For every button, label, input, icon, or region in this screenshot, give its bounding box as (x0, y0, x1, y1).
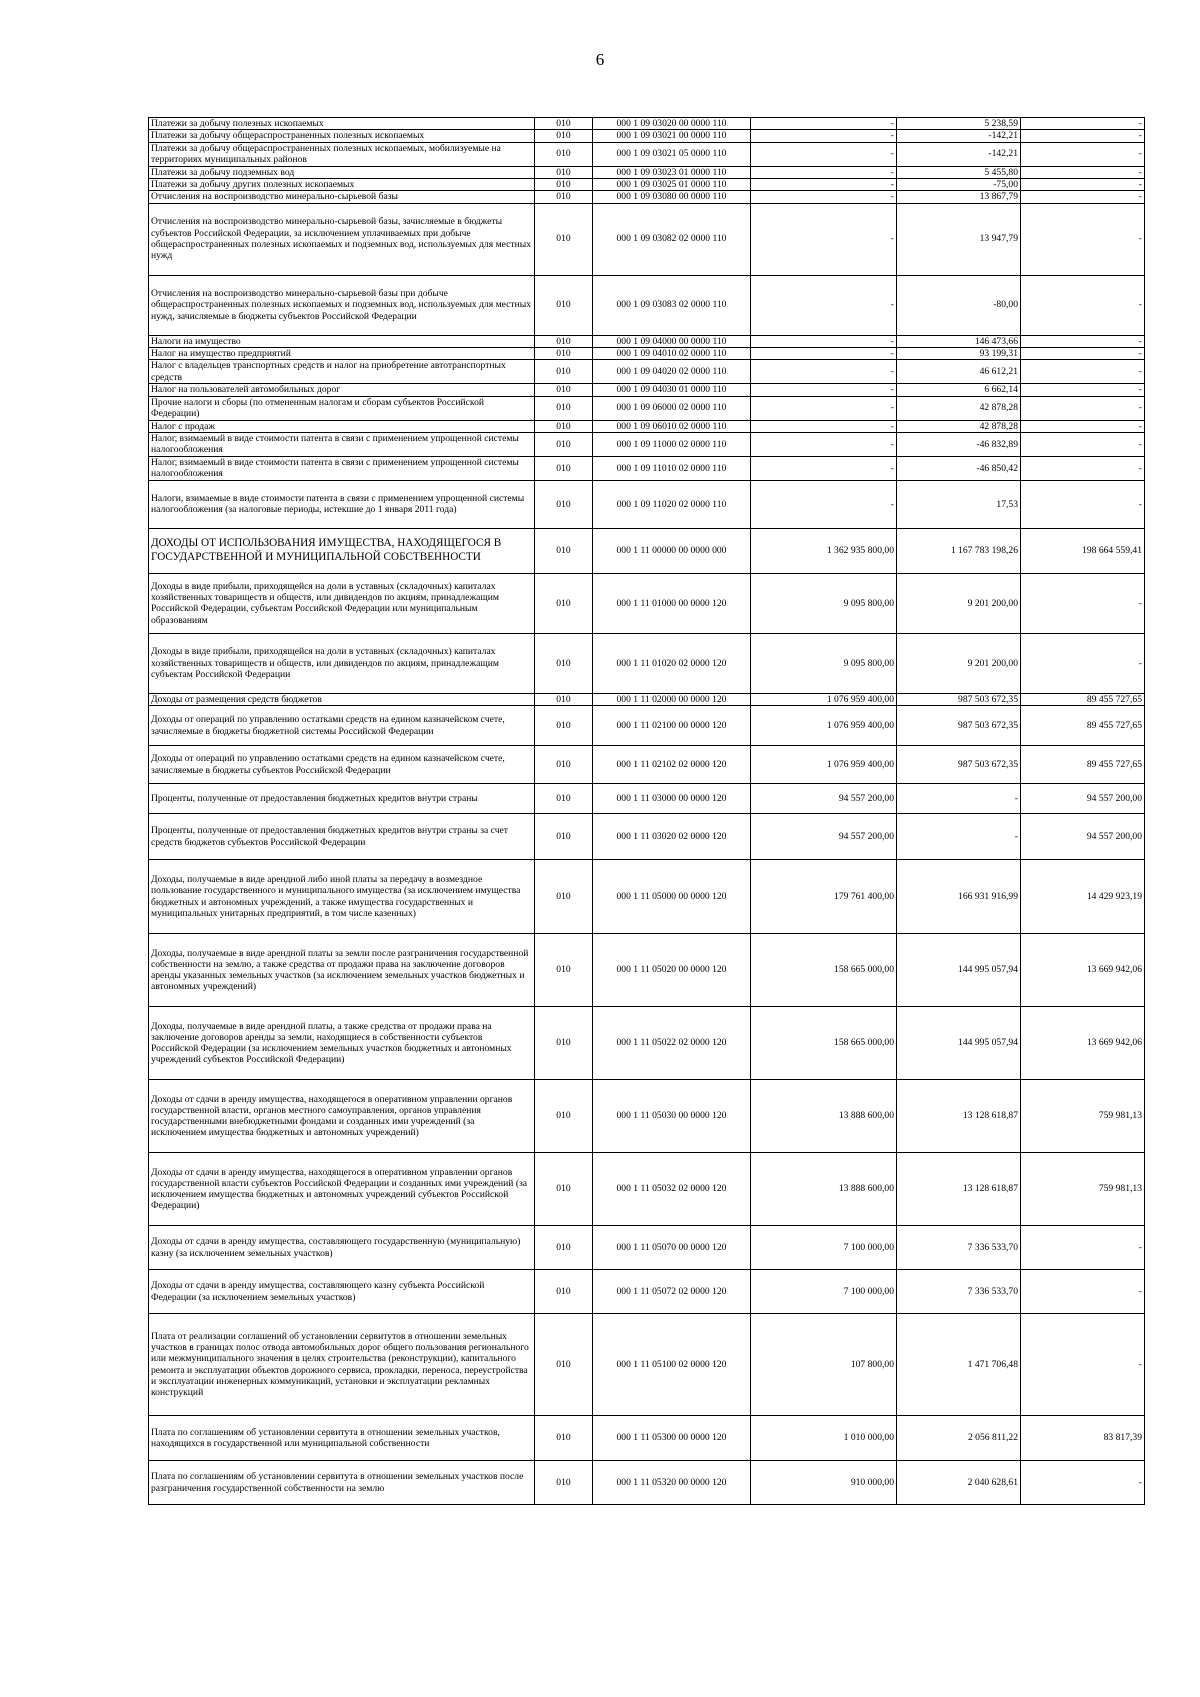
row-executed-amount: 1 167 783 198,26 (897, 528, 1021, 573)
row-budget-classification-code: 000 1 11 05020 00 0000 120 (593, 934, 751, 1007)
row-name: Доходы от операций по управлению остатками средств на едином казначейском счете, зачисляемые в бюджеты субъектов Российской Федерации (149, 746, 535, 784)
row-approved-amount: - (751, 130, 897, 142)
row-approved-amount: - (751, 432, 897, 456)
table-row (149, 203, 1145, 275)
table-row (149, 118, 1145, 130)
table-row (149, 573, 1145, 633)
row-unexecuted-amount: 94 557 200,00 (1021, 814, 1145, 860)
row-budget-classification-code: 000 1 09 03021 05 0000 110 (593, 142, 751, 166)
row-executed-amount: 166 931 916,99 (897, 860, 1021, 934)
row-executed-amount: 7 336 533,70 (897, 1270, 1021, 1314)
row-executed-amount: 5 455,80 (897, 166, 1021, 178)
table-row (149, 335, 1145, 347)
row-unexecuted-amount: - (1021, 203, 1145, 275)
row-budget-classification-code: 000 1 11 05100 02 0000 120 (593, 1314, 751, 1416)
row-line-code: 010 (535, 814, 593, 860)
row-executed-amount: 17,53 (897, 480, 1021, 528)
row-approved-amount: - (751, 456, 897, 480)
row-approved-amount: 1 076 959 400,00 (751, 706, 897, 746)
row-unexecuted-amount: - (1021, 1270, 1145, 1314)
row-name: Плата от реализации соглашений об установлении сервитутов в отношении земельных участков в границах полос отвода автомобильных дорог общего пользования регионального или межмуниципального значения в целях строительства (реконструкции), капитального ремонта и эксплуатации объектов дорожного сервиса, прокладки, переноса, переустройства и эксплуатации инженерных коммуникаций, установки и эксплуатации рекламных конструкций (149, 1314, 535, 1416)
row-approved-amount: 1 362 935 800,00 (751, 528, 897, 573)
table-row (149, 1416, 1145, 1461)
table-row (149, 746, 1145, 784)
row-name: Плата по соглашениям об установлении сервитута в отношении земельных участков, находящихся в государственной или муниципальной собственности (149, 1416, 535, 1461)
row-approved-amount: - (751, 480, 897, 528)
row-executed-amount: -75,00 (897, 178, 1021, 190)
row-executed-amount: -80,00 (897, 275, 1021, 335)
table-row (149, 1270, 1145, 1314)
row-unexecuted-amount: 83 817,39 (1021, 1416, 1145, 1461)
row-line-code: 010 (535, 130, 593, 142)
table-row (149, 528, 1145, 573)
row-executed-amount: -46 832,89 (897, 432, 1021, 456)
row-approved-amount: 9 095 800,00 (751, 633, 897, 693)
row-budget-classification-code: 000 1 11 03020 02 0000 120 (593, 814, 751, 860)
row-approved-amount: 7 100 000,00 (751, 1270, 897, 1314)
row-name: Платежи за добычу общераспространенных полезных ископаемых, мобилизуемые на территориях муниципальных районов (149, 142, 535, 166)
row-name: Налог с продаж (149, 420, 535, 432)
row-budget-classification-code: 000 1 09 11010 02 0000 110 (593, 456, 751, 480)
row-executed-amount: 5 238,59 (897, 118, 1021, 130)
row-line-code: 010 (535, 191, 593, 203)
row-unexecuted-amount: 198 664 559,41 (1021, 528, 1145, 573)
row-line-code: 010 (535, 528, 593, 573)
row-unexecuted-amount: - (1021, 456, 1145, 480)
row-name: Доходы в виде прибыли, приходящейся на доли в уставных (складочных) капиталах хозяйственных товариществ и обществ, или дивидендов по акциям, принадлежащим Российской Федерации, субъектам Российской Федерации или муниципальным образованиям (149, 573, 535, 633)
row-name: Налог на имущество предприятий (149, 347, 535, 359)
row-executed-amount: 46 612,21 (897, 360, 1021, 384)
table-row (149, 275, 1145, 335)
table-row (149, 347, 1145, 359)
row-line-code: 010 (535, 456, 593, 480)
table-row (149, 934, 1145, 1007)
row-name: Отчисления на воспроизводство минерально-сырьевой базы (149, 191, 535, 203)
row-unexecuted-amount: 13 669 942,06 (1021, 1007, 1145, 1080)
row-unexecuted-amount: - (1021, 166, 1145, 178)
row-executed-amount: 2 040 628,61 (897, 1461, 1021, 1505)
row-executed-amount: 42 878,28 (897, 396, 1021, 420)
row-name: Налог на пользователей автомобильных дорог (149, 384, 535, 396)
row-line-code: 010 (535, 166, 593, 178)
row-approved-amount: 158 665 000,00 (751, 934, 897, 1007)
table-row (149, 360, 1145, 384)
row-executed-amount: 13 867,79 (897, 191, 1021, 203)
row-unexecuted-amount: - (1021, 142, 1145, 166)
row-line-code: 010 (535, 706, 593, 746)
row-executed-amount: - (897, 784, 1021, 814)
row-budget-classification-code: 000 1 11 03000 00 0000 120 (593, 784, 751, 814)
row-budget-classification-code: 000 1 09 03083 02 0000 110 (593, 275, 751, 335)
table-row (149, 384, 1145, 396)
table-row (149, 1007, 1145, 1080)
row-budget-classification-code: 000 1 09 06010 02 0000 110 (593, 420, 751, 432)
row-executed-amount: 987 503 672,35 (897, 746, 1021, 784)
row-executed-amount: 144 995 057,94 (897, 1007, 1021, 1080)
table-body (149, 118, 1145, 1505)
row-name: Доходы, получаемые в виде арендной платы, а также средства от продажи права на заключение договоров аренды за земли, находящиеся в собственности субъектов Российской Федерации (за исключением земельных участков бюджетных и автономных учреждений субъектов Российской Федерации) (149, 1007, 535, 1080)
row-budget-classification-code: 000 1 11 02000 00 0000 120 (593, 693, 751, 705)
row-unexecuted-amount: 759 981,13 (1021, 1080, 1145, 1153)
row-name: Платежи за добычу общераспространенных полезных ископаемых (149, 130, 535, 142)
row-unexecuted-amount: 759 981,13 (1021, 1153, 1145, 1226)
row-line-code: 010 (535, 118, 593, 130)
row-name: ДОХОДЫ ОТ ИСПОЛЬЗОВАНИЯ ИМУЩЕСТВА, НАХОДЯЩЕГОСЯ В ГОСУДАРСТВЕННОЙ И МУНИЦИПАЛЬНОЙ СОБСТВЕННОСТИ (149, 528, 535, 573)
row-budget-classification-code: 000 1 09 03020 00 0000 110 (593, 118, 751, 130)
row-budget-classification-code: 000 1 09 03080 00 0000 110 (593, 191, 751, 203)
row-budget-classification-code: 000 1 11 05300 00 0000 120 (593, 1416, 751, 1461)
row-unexecuted-amount: - (1021, 396, 1145, 420)
table-row (149, 432, 1145, 456)
row-approved-amount: 1 076 959 400,00 (751, 746, 897, 784)
row-name: Доходы от сдачи в аренду имущества, составляющего государственную (муниципальную) казну (за исключением земельных участков) (149, 1226, 535, 1270)
row-budget-classification-code: 000 1 11 05000 00 0000 120 (593, 860, 751, 934)
row-line-code: 010 (535, 1461, 593, 1505)
row-line-code: 010 (535, 335, 593, 347)
row-approved-amount: - (751, 347, 897, 359)
row-budget-classification-code: 000 1 09 11020 02 0000 110 (593, 480, 751, 528)
row-approved-amount: 107 800,00 (751, 1314, 897, 1416)
row-unexecuted-amount: - (1021, 633, 1145, 693)
row-line-code: 010 (535, 784, 593, 814)
row-name: Проценты, полученные от предоставления бюджетных кредитов внутри страны за счет средств бюджетов субъектов Российской Федерации (149, 814, 535, 860)
row-executed-amount: -142,21 (897, 142, 1021, 166)
row-approved-amount: 1 010 000,00 (751, 1416, 897, 1461)
table-row (149, 1153, 1145, 1226)
row-unexecuted-amount: 94 557 200,00 (1021, 784, 1145, 814)
row-budget-classification-code: 000 1 09 03082 02 0000 110 (593, 203, 751, 275)
row-budget-classification-code: 000 1 09 04010 02 0000 110 (593, 347, 751, 359)
row-approved-amount: - (751, 191, 897, 203)
row-budget-classification-code: 000 1 11 05320 00 0000 120 (593, 1461, 751, 1505)
row-line-code: 010 (535, 573, 593, 633)
row-unexecuted-amount: - (1021, 178, 1145, 190)
row-approved-amount: 158 665 000,00 (751, 1007, 897, 1080)
row-unexecuted-amount: - (1021, 360, 1145, 384)
row-line-code: 010 (535, 480, 593, 528)
row-approved-amount: 1 076 959 400,00 (751, 693, 897, 705)
row-unexecuted-amount: - (1021, 191, 1145, 203)
row-unexecuted-amount: 14 429 923,19 (1021, 860, 1145, 934)
row-executed-amount: 93 199,31 (897, 347, 1021, 359)
row-executed-amount: 144 995 057,94 (897, 934, 1021, 1007)
row-name: Доходы от размещения средств бюджетов (149, 693, 535, 705)
row-budget-classification-code: 000 1 09 03023 01 0000 110 (593, 166, 751, 178)
row-name: Налоги, взимаемые в виде стоимости патента в связи с применением упрощенной системы налогообложения (за налоговые периоды, истекшие до 1 января 2011 года) (149, 480, 535, 528)
row-executed-amount: -142,21 (897, 130, 1021, 142)
row-name: Налог, взимаемый в виде стоимости патента в связи с применением упрощенной системы налогообложения (149, 456, 535, 480)
row-approved-amount: 13 888 600,00 (751, 1153, 897, 1226)
row-executed-amount: 6 662,14 (897, 384, 1021, 396)
row-line-code: 010 (535, 1153, 593, 1226)
row-budget-classification-code: 000 1 11 05072 02 0000 120 (593, 1270, 751, 1314)
table-row (149, 178, 1145, 190)
row-unexecuted-amount: - (1021, 573, 1145, 633)
table-row (149, 142, 1145, 166)
row-name: Доходы, получаемые в виде арендной либо иной платы за передачу в возмездное пользование государственного и муниципального имущества (за исключением имущества бюджетных и автономных учреждений, а также имущества государственных и муниципальных унитарных предприятий, в том числе казенных) (149, 860, 535, 934)
row-unexecuted-amount: - (1021, 118, 1145, 130)
row-executed-amount: 13 128 618,87 (897, 1080, 1021, 1153)
table-row (149, 191, 1145, 203)
row-unexecuted-amount: 89 455 727,65 (1021, 706, 1145, 746)
row-line-code: 010 (535, 633, 593, 693)
row-budget-classification-code: 000 1 11 02102 02 0000 120 (593, 746, 751, 784)
row-budget-classification-code: 000 1 11 01020 02 0000 120 (593, 633, 751, 693)
row-approved-amount: 94 557 200,00 (751, 814, 897, 860)
row-unexecuted-amount: - (1021, 130, 1145, 142)
row-line-code: 010 (535, 347, 593, 359)
table-row (149, 1226, 1145, 1270)
row-name: Налог, взимаемый в виде стоимости патента в связи с применением упрощенной системы налогообложения (149, 432, 535, 456)
row-name: Доходы от сдачи в аренду имущества, находящегося в оперативном управлении органов государственной власти, органов местного самоуправления, органов управления государственными внебюджетными фондами и созданных ими учреждений (за исключением имущества бюджетных и автономных учреждений) (149, 1080, 535, 1153)
budget-revenue-table (148, 117, 1145, 1505)
page-number: 6 (595, 50, 605, 69)
row-budget-classification-code: 000 1 11 02100 00 0000 120 (593, 706, 751, 746)
table-row (149, 860, 1145, 934)
row-line-code: 010 (535, 934, 593, 1007)
row-line-code: 010 (535, 142, 593, 166)
row-approved-amount: - (751, 178, 897, 190)
row-budget-classification-code: 000 1 09 11000 02 0000 110 (593, 432, 751, 456)
row-approved-amount: - (751, 335, 897, 347)
row-line-code: 010 (535, 1416, 593, 1461)
row-name: Отчисления на воспроизводство минерально-сырьевой базы при добыче общераспространенных полезных ископаемых и подземных вод, используемых для местных нужд, зачисляемые в бюджеты субъектов Российской Федерации (149, 275, 535, 335)
row-executed-amount: 987 503 672,35 (897, 693, 1021, 705)
row-line-code: 010 (535, 1080, 593, 1153)
row-budget-classification-code: 000 1 09 03025 01 0000 110 (593, 178, 751, 190)
row-approved-amount: - (751, 420, 897, 432)
table-row (149, 693, 1145, 705)
row-unexecuted-amount: 89 455 727,65 (1021, 693, 1145, 705)
row-executed-amount: - (897, 814, 1021, 860)
row-budget-classification-code: 000 1 11 05032 02 0000 120 (593, 1153, 751, 1226)
row-name: Прочие налоги и сборы (по отмененным налогам и сборам субъектов Российской Федерации) (149, 396, 535, 420)
row-line-code: 010 (535, 1226, 593, 1270)
row-unexecuted-amount: - (1021, 347, 1145, 359)
row-line-code: 010 (535, 693, 593, 705)
row-name: Доходы от сдачи в аренду имущества, находящегося в оперативном управлении органов государственной власти субъектов Российской Федерации и созданных ими учреждений (за исключением имущества бюджетных и автономных учреждений субъектов Российской Федерации) (149, 1153, 535, 1226)
row-budget-classification-code: 000 1 11 00000 00 0000 000 (593, 528, 751, 573)
table-row (149, 1461, 1145, 1505)
table-row (149, 1314, 1145, 1416)
table-row (149, 420, 1145, 432)
row-approved-amount: 179 761 400,00 (751, 860, 897, 934)
row-name: Платежи за добычу полезных ископаемых (149, 118, 535, 130)
row-name: Отчисления на воспроизводство минерально-сырьевой базы, зачисляемые в бюджеты субъектов Российской Федерации, за исключением уплачиваемых при добыче общераспространенных полезных ископаемых и подземных вод, используемых для местных нужд (149, 203, 535, 275)
row-name: Платежи за добычу других полезных ископаемых (149, 178, 535, 190)
row-unexecuted-amount: - (1021, 1461, 1145, 1505)
row-unexecuted-amount: - (1021, 275, 1145, 335)
row-line-code: 010 (535, 396, 593, 420)
row-line-code: 010 (535, 420, 593, 432)
row-name: Доходы в виде прибыли, приходящейся на доли в уставных (складочных) капиталах хозяйственных товариществ и обществ, или дивидендов по акциям, принадлежащим субъектам Российской Федерации (149, 633, 535, 693)
row-name: Доходы от сдачи в аренду имущества, составляющего казну субъекта Российской Федерации (за исключением земельных участков) (149, 1270, 535, 1314)
row-executed-amount: 987 503 672,35 (897, 706, 1021, 746)
row-executed-amount: 1 471 706,48 (897, 1314, 1021, 1416)
row-executed-amount: 9 201 200,00 (897, 573, 1021, 633)
row-approved-amount: - (751, 396, 897, 420)
row-approved-amount: - (751, 203, 897, 275)
table-row (149, 396, 1145, 420)
row-line-code: 010 (535, 275, 593, 335)
row-approved-amount: 94 557 200,00 (751, 784, 897, 814)
row-budget-classification-code: 000 1 09 04020 02 0000 110 (593, 360, 751, 384)
row-unexecuted-amount: - (1021, 384, 1145, 396)
row-budget-classification-code: 000 1 11 05022 02 0000 120 (593, 1007, 751, 1080)
row-approved-amount: - (751, 166, 897, 178)
row-name: Плата по соглашениям об установлении сервитута в отношении земельных участков после разграничения государственной собственности на землю (149, 1461, 535, 1505)
row-line-code: 010 (535, 860, 593, 934)
row-budget-classification-code: 000 1 11 05030 00 0000 120 (593, 1080, 751, 1153)
row-approved-amount: 910 000,00 (751, 1461, 897, 1505)
row-executed-amount: 13 947,79 (897, 203, 1021, 275)
table-row (149, 706, 1145, 746)
row-unexecuted-amount: - (1021, 420, 1145, 432)
row-budget-classification-code: 000 1 09 06000 02 0000 110 (593, 396, 751, 420)
row-budget-classification-code: 000 1 11 05070 00 0000 120 (593, 1226, 751, 1270)
row-approved-amount: - (751, 118, 897, 130)
row-unexecuted-amount: - (1021, 335, 1145, 347)
row-unexecuted-amount: - (1021, 1314, 1145, 1416)
row-line-code: 010 (535, 178, 593, 190)
row-budget-classification-code: 000 1 09 03021 00 0000 110 (593, 130, 751, 142)
row-name: Доходы, получаемые в виде арендной платы за земли после разграничения государственной собственности на землю, а также средства от продажи права на заключение договоров аренды указанных земельных участков (за исключением земельных участков бюджетных и автономных учреждений) (149, 934, 535, 1007)
row-budget-classification-code: 000 1 11 01000 00 0000 120 (593, 573, 751, 633)
row-name: Проценты, полученные от предоставления бюджетных кредитов внутри страны (149, 784, 535, 814)
row-approved-amount: 7 100 000,00 (751, 1226, 897, 1270)
row-executed-amount: 13 128 618,87 (897, 1153, 1021, 1226)
row-approved-amount: - (751, 360, 897, 384)
row-executed-amount: 2 056 811,22 (897, 1416, 1021, 1461)
row-approved-amount: - (751, 275, 897, 335)
row-approved-amount: 13 888 600,00 (751, 1080, 897, 1153)
row-executed-amount: 9 201 200,00 (897, 633, 1021, 693)
row-unexecuted-amount: 89 455 727,65 (1021, 746, 1145, 784)
row-unexecuted-amount: - (1021, 1226, 1145, 1270)
row-name: Налог с владельцев транспортных средств и налог на приобретение автотранспортных средств (149, 360, 535, 384)
row-budget-classification-code: 000 1 09 04000 00 0000 110 (593, 335, 751, 347)
row-name: Доходы от операций по управлению остатками средств на едином казначейском счете, зачисляемые в бюджеты бюджетной системы Российской Федерации (149, 706, 535, 746)
row-unexecuted-amount: - (1021, 480, 1145, 528)
table-row (149, 784, 1145, 814)
row-unexecuted-amount: 13 669 942,06 (1021, 934, 1145, 1007)
row-budget-classification-code: 000 1 09 04030 01 0000 110 (593, 384, 751, 396)
table-row (149, 480, 1145, 528)
table-row (149, 814, 1145, 860)
row-line-code: 010 (535, 746, 593, 784)
row-approved-amount: - (751, 142, 897, 166)
row-executed-amount: 7 336 533,70 (897, 1226, 1021, 1270)
row-line-code: 010 (535, 1314, 593, 1416)
row-approved-amount: - (751, 384, 897, 396)
table-row (149, 130, 1145, 142)
row-name: Налоги на имущество (149, 335, 535, 347)
row-executed-amount: 146 473,66 (897, 335, 1021, 347)
table-row (149, 456, 1145, 480)
table-row (149, 1080, 1145, 1153)
row-approved-amount: 9 095 800,00 (751, 573, 897, 633)
row-line-code: 010 (535, 1007, 593, 1080)
table-row (149, 166, 1145, 178)
row-line-code: 010 (535, 432, 593, 456)
row-name: Платежи за добычу подземных вод (149, 166, 535, 178)
row-executed-amount: -46 850,42 (897, 456, 1021, 480)
row-unexecuted-amount: - (1021, 432, 1145, 456)
table-row (149, 633, 1145, 693)
row-executed-amount: 42 878,28 (897, 420, 1021, 432)
row-line-code: 010 (535, 360, 593, 384)
row-line-code: 010 (535, 1270, 593, 1314)
row-line-code: 010 (535, 203, 593, 275)
row-line-code: 010 (535, 384, 593, 396)
